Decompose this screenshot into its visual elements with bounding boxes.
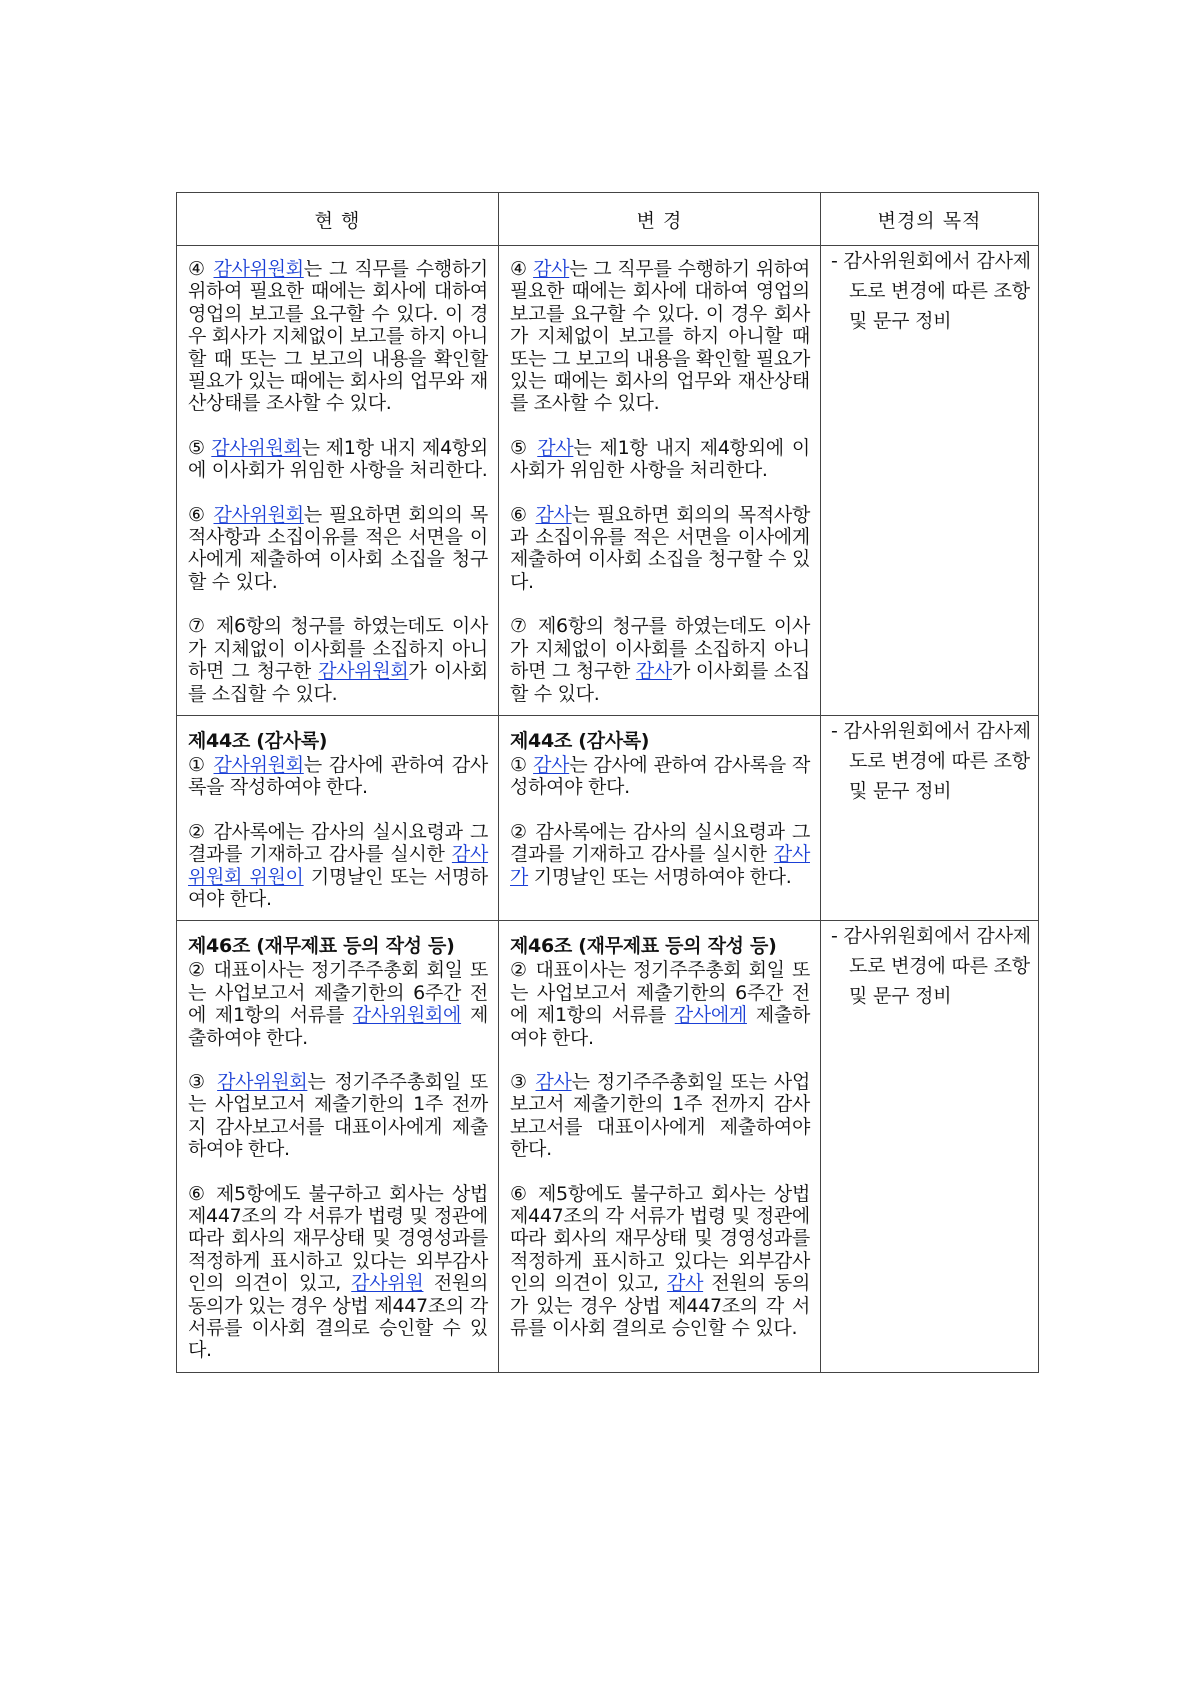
- table-body: [177, 246, 1039, 1373]
- header-current: 현 행: [177, 193, 499, 246]
- highlighted-term: 감사: [535, 503, 572, 526]
- clause-text: ⑦ 제6항의 청구를 하였는데도 이사가 지체없이 이사회를 소집하지 아니하면 그 청구한: [510, 615, 810, 683]
- clause-paragraph: [510, 959, 810, 1049]
- clause-text: 전원의 동의가 있는 경우 상법 제447조의 각 서류를 이사회 결의로 승인할 수 있다.: [510, 1272, 810, 1340]
- clause-text: 전원의 동의가 있는 경우 상법 제447조의 각 서류를 이사회 결의로 승인할 수 있다.: [188, 1272, 489, 1362]
- clause-text: ② 대표이사는 정기주주총회 회일 또는 사업보고서 제출기한의 6주간 전에 제1항의 서류를: [510, 959, 810, 1027]
- table-row: [177, 715, 1039, 920]
- clause-text: ⑥: [188, 503, 214, 526]
- clause-text: 는 정기주주총회일 또는 사업보고서 제출기한의 1주 전까지 감사보고서를 대표이사에게 제출하여야 한다.: [188, 1070, 488, 1161]
- clause-paragraph: [188, 615, 488, 705]
- highlighted-term: 감사위원회: [211, 436, 302, 459]
- clause-paragraph: [510, 754, 810, 799]
- clause-text: ⑤: [510, 436, 538, 459]
- clause-paragraph: [510, 1071, 810, 1161]
- clause-text: 가 이사회를 소집할 수 있다.: [510, 660, 811, 705]
- highlighted-term: 감사: [535, 1070, 572, 1093]
- clause-paragraph: [188, 821, 488, 911]
- clause-text: ⑥: [510, 503, 536, 526]
- clause-text: 는 그 직무를 수행하기 위하여 필요한 때에는 회사에 대하여 영업의 보고를 요구할 수 있다. 이 경우 회사가 지체없이 보고를 하지 아니할 때 또는 그 보고의 내용을 확인할 필요가 있는 때에는 회사의 업무와 재산상태를 조사할 수 있다.: [188, 258, 488, 415]
- clause-paragraph: [188, 1071, 488, 1161]
- header-changed: 변 경: [499, 193, 821, 246]
- cell-changed-text: [499, 921, 821, 1373]
- highlighted-term: 감사위원회: [318, 660, 409, 683]
- highlighted-term: 감사위원회: [213, 753, 304, 776]
- clause-paragraph: [188, 504, 488, 594]
- clause-text: ①: [510, 753, 534, 776]
- cell-changed-text: [499, 246, 821, 716]
- highlighted-term: 감사: [533, 258, 570, 280]
- clause-text: 기명날인 또는 서명하여야 한다.: [188, 865, 488, 910]
- clause-paragraph: [188, 754, 488, 799]
- clause-text: 는 필요하면 회의의 목적사항과 소집이유를 적은 서면을 이사에게 제출하여 이사회 소집을 청구할 수 있다.: [510, 503, 810, 593]
- cell-current-text: [177, 921, 499, 1373]
- purpose-text: - 감사위원회에서 감사제도로 변경에 따른 조항 및 문구 정비: [831, 250, 1031, 332]
- table-row: [177, 246, 1039, 716]
- clause-text: 는 제1항 내지 제4항외에 이사회가 위임한 사항을 처리한다.: [510, 436, 810, 482]
- highlighted-term: 감사위원회: [213, 258, 304, 280]
- clause-text: ⑥ 제5항에도 불구하고 회사는 상법 제447조의 각 서류가 법령 및 정관에 따라 회사의 재무상태 및 경영성과를 적정하게 표시하고 있다는 외부감사인의 의견이 있고,: [188, 1182, 488, 1295]
- clause-text: ② 대표이사는 정기주주총회 회일 또는 사업보고서 제출기한의 6주간 전에 제1항의 서류를: [188, 959, 488, 1027]
- clause-text: 는 필요하면 회의의 목적사항과 소집이유를 적은 서면을 이사에게 제출하여 이사회 소집을 청구할 수 있다.: [188, 503, 488, 593]
- clause-text: ⑦ 제6항의 청구를 하였는데도 이사가 지체없이 이사회를 소집하지 아니하면 그 청구한: [188, 615, 488, 683]
- clause-text: 기명날인 또는 서명하여야 한다.: [528, 865, 792, 888]
- article-title: 제44조 (감사록): [510, 729, 650, 752]
- clause-text: ③: [188, 1070, 218, 1093]
- highlighted-term: 감사위원회 위원이: [188, 843, 488, 888]
- clause-text: ①: [188, 753, 214, 776]
- clause-text: 는 정기주주총회일 또는 사업보고서 제출기한의 1주 전까지 감사보고서를 대표이사에게 제출하여야 한다.: [510, 1070, 810, 1161]
- amendment-comparison-table: [176, 192, 1039, 1373]
- clause-text: ③: [510, 1070, 536, 1093]
- table-row: [177, 921, 1039, 1373]
- table-header-row: [177, 193, 1039, 246]
- clause-text: ④: [510, 258, 534, 280]
- purpose-text: - 감사위원회에서 감사제도로 변경에 따른 조항 및 문구 정비: [831, 925, 1031, 1008]
- highlighted-term: 감사위원회에: [352, 1004, 462, 1027]
- clause-text: ② 감사록에는 감사의 실시요령과 그 결과를 기재하고 감사를 실시한: [510, 820, 810, 866]
- clause-paragraph: [510, 504, 810, 594]
- clause-paragraph: [188, 258, 488, 415]
- highlighted-term: 감사에게: [674, 1004, 747, 1027]
- clause-paragraph: [510, 1183, 810, 1340]
- clause-paragraph: [510, 615, 810, 705]
- clause-paragraph: [510, 437, 810, 482]
- clause-text: 는 그 직무를 수행하기 위하여 필요한 때에는 회사에 대하여 영업의 보고를 요구할 수 있다. 이 경우 회사가 지체없이 보고를 하지 아니할 때 또는 그 보고의 내용을 확인할 필요가 있는 때에는 회사의 업무와 재산상태를 조사할 수 있다.: [510, 258, 810, 415]
- clause-text: ④: [188, 258, 214, 280]
- clause-text: ⑤: [188, 436, 212, 459]
- clause-text: 제출하여야 한다.: [510, 1004, 810, 1049]
- cell-purpose: [821, 246, 1039, 716]
- clause-text: 는 감사에 관하여 감사록을 작성하여야 한다.: [510, 753, 810, 799]
- clause-text: 는 제1항 내지 제4항외에 이사회가 위임한 사항을 처리한다.: [188, 436, 488, 482]
- highlighted-term: 감사: [537, 436, 574, 459]
- article-title: 제44조 (감사록): [188, 729, 328, 752]
- clause-paragraph: [188, 1183, 488, 1362]
- highlighted-term: 감사위원회: [213, 503, 304, 526]
- clause-paragraph: [510, 821, 810, 888]
- header-purpose: 변경의 목적: [821, 193, 1039, 246]
- cell-purpose: [821, 715, 1039, 920]
- clause-paragraph: [188, 437, 488, 482]
- clause-paragraph: [510, 258, 810, 415]
- highlighted-term: 감사: [667, 1272, 704, 1295]
- clause-text: ⑥ 제5항에도 불구하고 회사는 상법 제447조의 각 서류가 법령 및 정관에 따라 회사의 재무상태 및 경영성과를 적정하게 표시하고 있다는 외부감사인의 의견이 있고,: [510, 1182, 810, 1295]
- highlighted-term: 감사: [533, 753, 570, 776]
- cell-purpose: [821, 921, 1039, 1373]
- clause-text: 가 이사회를 소집할 수 있다.: [188, 660, 488, 705]
- highlighted-term: 감사: [635, 660, 672, 683]
- clause-text: 제출하여야 한다.: [188, 1004, 488, 1049]
- highlighted-term: 감사위원: [351, 1272, 424, 1295]
- highlighted-term: 감사가: [510, 843, 810, 888]
- article-title: 제46조 (재무제표 등의 작성 등): [188, 935, 455, 958]
- clause-text: ② 감사록에는 감사의 실시요령과 그 결과를 기재하고 감사를 실시한: [188, 820, 488, 866]
- cell-current-text: [177, 246, 499, 716]
- clause-text: 는 감사에 관하여 감사록을 작성하여야 한다.: [188, 753, 488, 799]
- cell-changed-text: [499, 715, 821, 920]
- highlighted-term: 감사위원회: [217, 1070, 308, 1093]
- article-title: 제46조 (재무제표 등의 작성 등): [510, 935, 777, 958]
- cell-current-text: [177, 715, 499, 920]
- purpose-text: - 감사위원회에서 감사제도로 변경에 따른 조항 및 문구 정비: [831, 719, 1031, 802]
- clause-paragraph: [188, 959, 488, 1049]
